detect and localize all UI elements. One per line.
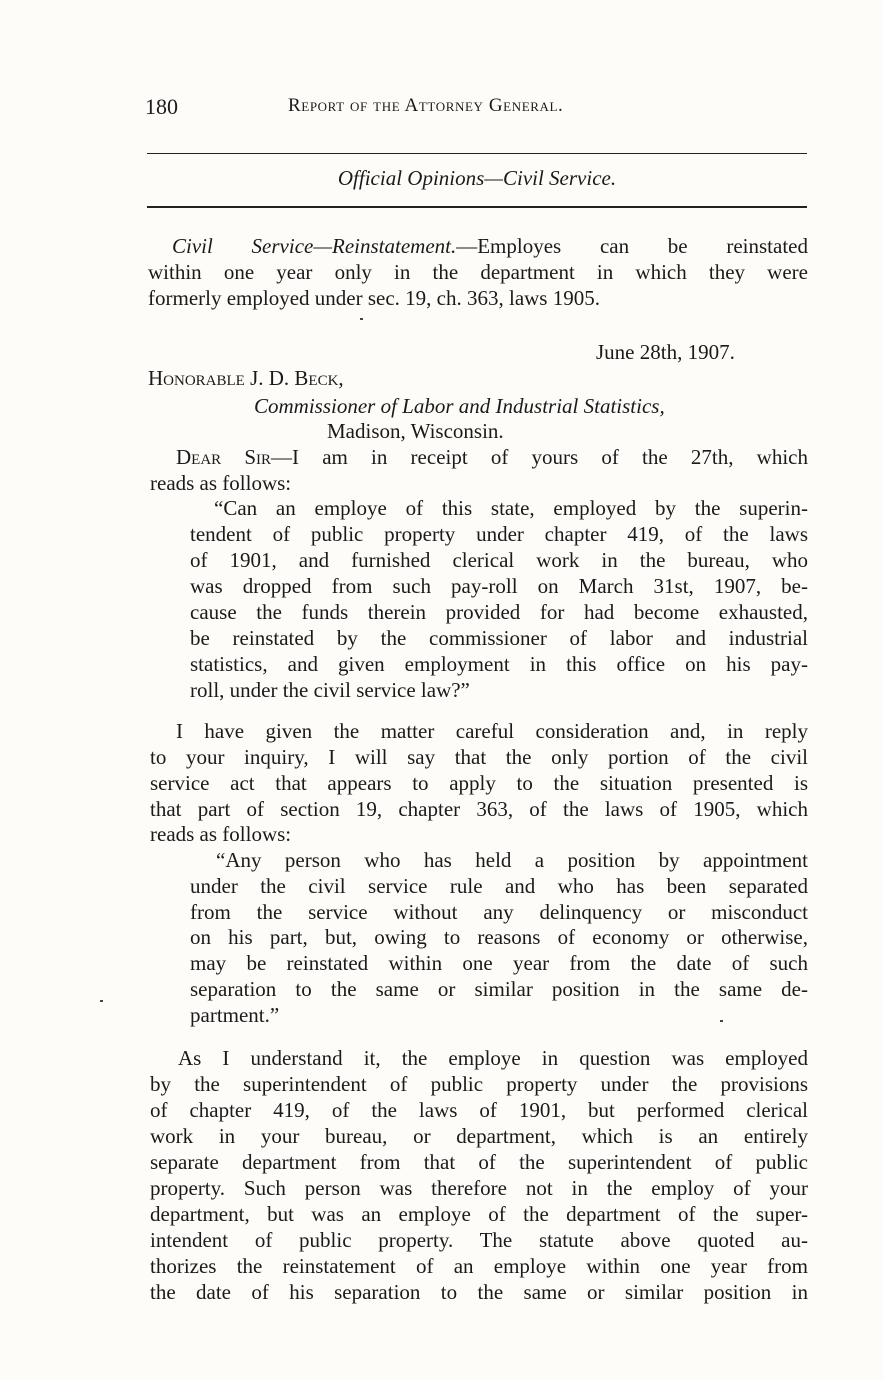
paragraph-line: separate department from that of the superintendent of public xyxy=(150,1150,808,1174)
paragraph-line: department, but was an employe of the department of the super- xyxy=(150,1202,808,1226)
addressee-place: Madison, Wisconsin. xyxy=(327,419,504,443)
syllabus-heading: Civil Service—Reinstatement. xyxy=(172,234,457,258)
paragraph-line: work in your bureau, or department, which is an entirely xyxy=(150,1124,808,1148)
addressee-name: Honorable J. D. Beck, xyxy=(148,366,344,390)
paragraph-line: I have given the matter careful consideration and, in reply xyxy=(176,719,808,743)
paragraph-line: the date of his separation to the same or similar position in xyxy=(150,1280,808,1304)
running-title: Report of the Attorney General. xyxy=(288,95,564,116)
paragraph-line: to your inquiry, I will say that the only portion of the civil xyxy=(150,745,808,769)
opening-line: reads as follows: xyxy=(150,471,292,495)
paragraph-line: that part of section 19, chapter 363, of the laws of 1905, which xyxy=(150,797,808,821)
page-number: 180 xyxy=(145,94,178,119)
quote-line: roll, under the civil service law?” xyxy=(190,678,470,702)
paragraph-line: of chapter 419, of the laws of 1901, but performed clerical xyxy=(150,1098,808,1122)
addressee-title: Commissioner of Labor and Industrial Statistics, xyxy=(254,394,665,418)
syllabus-line: Civil Service—Reinstatement.—Employes can be reinstated xyxy=(172,234,808,258)
quote-line: cause the funds therein provided for had become exhausted, xyxy=(190,600,808,624)
scan-speck xyxy=(360,318,363,320)
salutation: Dear Sir xyxy=(176,445,272,469)
quote-line: separation to the same or similar position in the same de- xyxy=(190,977,808,1001)
scan-speck xyxy=(720,1020,723,1022)
paragraph-line: property. Such person was therefore not in the employ of your xyxy=(150,1176,808,1200)
quote-line: be reinstated by the commissioner of labor and industrial xyxy=(190,626,808,650)
paragraph-line: intendent of public property. The statute above quoted au- xyxy=(150,1228,808,1252)
quote-line: may be reinstated within one year from the date of such xyxy=(190,951,808,975)
bottom-rule xyxy=(147,206,807,208)
letter-date: June 28th, 1907. xyxy=(596,340,735,364)
syllabus-line: formerly employed under sec. 19, ch. 363, laws 1905. xyxy=(148,286,600,310)
quote-line: was dropped from such pay-roll on March 31st, 1907, be- xyxy=(190,574,808,598)
quote-line: “Any person who has held a position by appointment xyxy=(216,848,808,872)
salutation-line: Dear Sir—I am in receipt of yours of the 27th, which xyxy=(176,445,808,469)
quote-line: under the civil service rule and who has been separated xyxy=(190,874,808,898)
quote-line: “Can an employe of this state, employed by the superin- xyxy=(214,496,808,520)
paragraph-line: service act that appears to apply to the situation presented is xyxy=(150,771,808,795)
section-title: Official Opinions—Civil Service. xyxy=(337,166,617,190)
syllabus-line: within one year only in the department in which they were xyxy=(148,260,808,284)
top-rule xyxy=(147,153,807,154)
paragraph-line: thorizes the reinstatement of an employe within one year from xyxy=(150,1254,808,1278)
paragraph-line: by the superintendent of public property under the provisions xyxy=(150,1072,808,1096)
quote-line: tendent of public property under chapter 419, of the laws xyxy=(190,522,808,546)
quote-line: from the service without any delinquency or misconduct xyxy=(190,900,808,924)
scan-speck xyxy=(100,1000,103,1002)
quote-line: statistics, and given employment in this office on his pay- xyxy=(190,652,808,676)
quote-line: partment.” xyxy=(190,1003,280,1027)
page-header xyxy=(145,94,810,124)
paragraph-line: As I understand it, the employe in question was employed xyxy=(178,1046,808,1070)
paragraph-line: reads as follows: xyxy=(150,822,292,846)
quote-line: of 1901, and furnished clerical work in the bureau, who xyxy=(190,548,808,572)
quote-line: on his part, but, owing to reasons of economy or otherwise, xyxy=(190,925,808,949)
